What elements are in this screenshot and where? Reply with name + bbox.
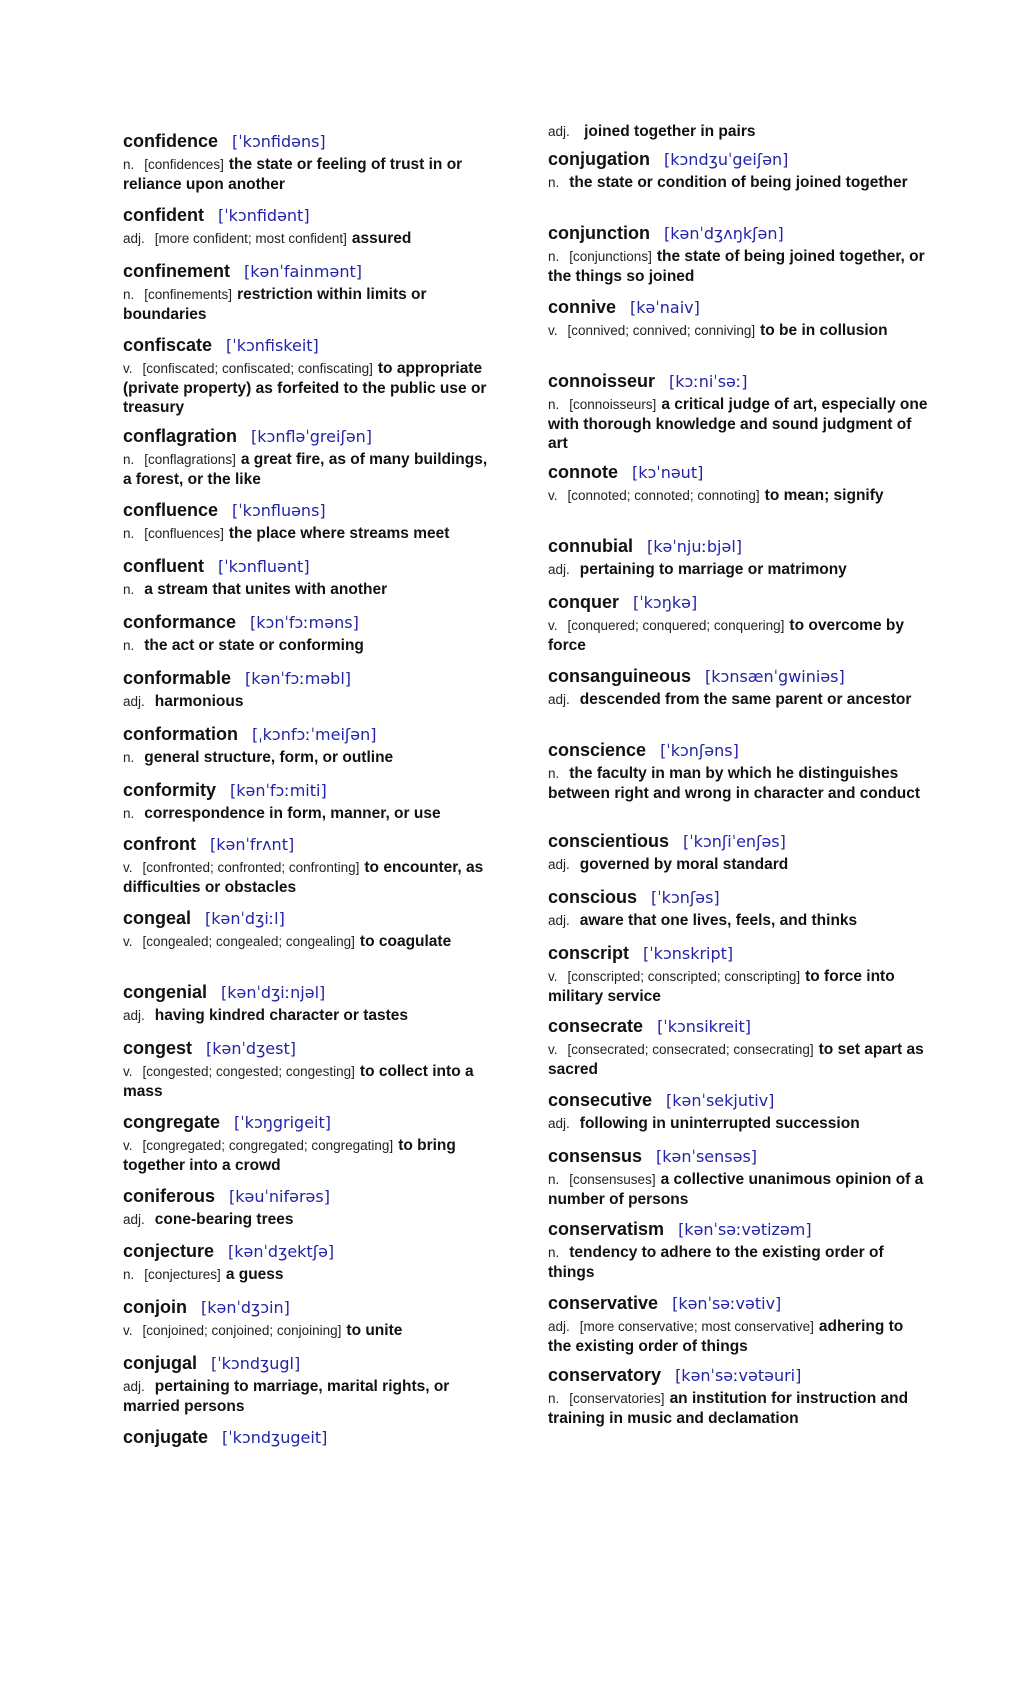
entry-head (548, 1015, 928, 1039)
part-of-speech: adj. (123, 1379, 145, 1394)
dictionary-entry (548, 1218, 928, 1282)
entry-body (123, 1062, 493, 1101)
dictionary-entry (123, 425, 493, 489)
pronunciation: [ˈkɔndʒugeit] (222, 1428, 328, 1447)
dictionary-entry (548, 296, 928, 341)
pronunciation: [kənˈdʒiːl] (205, 909, 285, 928)
entry-body (123, 1006, 493, 1026)
part-of-speech: v. (123, 1138, 133, 1153)
headword: conjoin (123, 1297, 187, 1317)
pronunciation: [kɔnsænˈgwiniəs] (705, 667, 845, 686)
inflected-forms: [conquered; conquered; conquering] (567, 618, 785, 633)
entry-head (548, 1292, 928, 1316)
definition: to force into military service (548, 968, 895, 1005)
part-of-speech: v. (123, 860, 133, 875)
dictionary-entry (123, 1352, 493, 1416)
definition: to set apart as sacred (548, 1041, 924, 1078)
definition: pertaining to marriage or matrimony (579, 561, 847, 578)
entry-head (123, 1037, 493, 1061)
pronunciation: [kənˈfɔːməbl] (245, 669, 352, 688)
entry-head (123, 907, 493, 931)
headword: confidence (123, 131, 219, 151)
part-of-speech: adj. (548, 1319, 570, 1334)
pronunciation: [kɔnfləˈgreiʃən] (251, 427, 373, 446)
entry-head (548, 942, 928, 966)
part-of-speech: v. (548, 618, 558, 633)
definition: aware that one lives, feels, and thinks (579, 912, 858, 929)
entry-head (123, 723, 493, 747)
entry-body (123, 692, 493, 712)
entry-body (548, 1243, 928, 1282)
pronunciation: [kənˈfainmənt] (244, 262, 363, 281)
part-of-speech: n. (548, 766, 560, 781)
entry-body (123, 636, 493, 656)
entry-body (123, 524, 493, 544)
part-of-speech: adj. (123, 1008, 145, 1023)
part-of-speech: n. (123, 1267, 135, 1282)
headword: connubial (548, 536, 633, 556)
entry-body (123, 359, 493, 418)
dictionary-entry (548, 1145, 928, 1209)
pronunciation: [ˈkɔnskript] (643, 944, 734, 963)
entry-head (548, 1364, 928, 1388)
headword: conscientious (548, 831, 670, 851)
entry-body (548, 764, 928, 803)
headword: conjugation (548, 149, 650, 169)
definition: having kindred character or tastes (154, 1007, 409, 1024)
part-of-speech: v. (123, 1323, 133, 1338)
definition: correspondence in form, manner, or use (144, 805, 441, 822)
pronunciation: [ˈkɔnfidənt] (218, 206, 310, 225)
part-of-speech: adj. (548, 562, 570, 577)
pronunciation: [kənˈfɔːmiti] (230, 781, 327, 800)
entry-body (123, 229, 493, 249)
dictionary-entry (123, 334, 493, 418)
inflected-forms: [conjectures] (144, 1267, 221, 1282)
entry-head (123, 1185, 493, 1209)
headword: conjugate (123, 1427, 209, 1447)
definition: the state of being joined together, or the things so joined (548, 248, 925, 285)
entry-body (123, 858, 493, 897)
entry-head (548, 739, 928, 763)
headword: consecrate (548, 1016, 644, 1036)
dictionary-entry (123, 260, 493, 324)
pronunciation: [ˈkɔnsikreit] (657, 1017, 751, 1036)
pronunciation: [kənˈdʒest] (206, 1039, 296, 1058)
entry-body (548, 395, 928, 454)
inflected-forms: [congregated; congregated; congregating] (142, 1138, 394, 1153)
entry-body (548, 911, 928, 931)
dictionary-entry (123, 1111, 493, 1175)
entry-body (548, 486, 928, 506)
entry-head (548, 1218, 928, 1242)
entry-head (548, 665, 928, 689)
entry-head (123, 1426, 493, 1450)
entry-body (548, 1389, 928, 1428)
dictionary-entry (548, 535, 928, 580)
inflected-forms: [congealed; congealed; congealing] (142, 934, 355, 949)
pronunciation: [kɔːniˈsəː] (669, 372, 748, 391)
inflected-forms: [congested; congested; congesting] (142, 1064, 355, 1079)
definition: the state or feeling of trust in or reliance upon another (123, 156, 463, 193)
part-of-speech: adj. (548, 1116, 570, 1131)
pronunciation: [kənˈfrʌnt] (209, 835, 295, 854)
inflected-forms: [consensuses] (569, 1172, 656, 1187)
pronunciation: [kɔndʒuˈgeiʃən] (664, 150, 789, 169)
headword: conjunction (548, 223, 650, 243)
dictionary-entry (123, 723, 493, 768)
part-of-speech: n. (548, 175, 560, 190)
dictionary-entry (548, 665, 928, 710)
definition: the act or state or conforming (144, 637, 364, 654)
part-of-speech: n. (123, 287, 135, 302)
pronunciation: [kənˈsəːvətizəm] (678, 1220, 812, 1239)
definition: to encounter, as difficulties or obstacles (123, 859, 484, 896)
headword: coniferous (123, 1186, 216, 1206)
entry-body (123, 450, 493, 489)
entry-head (123, 425, 493, 449)
entry-head (548, 591, 928, 615)
headword: conquer (548, 592, 620, 612)
definition: a collective unanimous opinion of a number of persons (548, 1171, 924, 1208)
pronunciation: [kəuˈnifərəs] (229, 1187, 330, 1206)
part-of-speech: adj. (548, 692, 570, 707)
inflected-forms: [confronted; confronted; confronting] (142, 860, 360, 875)
entry-head (123, 981, 493, 1005)
continuation-entry (548, 122, 755, 142)
part-of-speech: n. (123, 638, 135, 653)
definition: assured (351, 230, 412, 247)
part-of-speech: n. (548, 1245, 560, 1260)
pronunciation: [ˈkɔnʃəns] (660, 741, 739, 760)
dictionary-entry (548, 830, 928, 875)
pronunciation: [ˈkɔŋkə] (633, 593, 698, 612)
pronunciation: [kənˈsəːvətiv] (672, 1294, 782, 1313)
entry-head (123, 260, 493, 284)
part-of-speech: n. (548, 1172, 560, 1187)
pronunciation: [kənˈsəːvətəuri] (675, 1366, 802, 1385)
entry-head (123, 334, 493, 358)
definition: the faculty in man by which he distinguishes between right and wrong in character and conduct (548, 765, 921, 802)
definition: general structure, form, or outline (144, 749, 394, 766)
inflected-forms: [conflagrations] (144, 452, 236, 467)
headword: conformable (123, 668, 232, 688)
headword: conjecture (123, 1241, 215, 1261)
entry-body (123, 580, 493, 600)
headword: congregate (123, 1112, 221, 1132)
headword: confront (123, 834, 196, 854)
dictionary-entry (548, 591, 928, 655)
entry-body (123, 285, 493, 324)
headword: confluent (123, 556, 204, 576)
pronunciation: [kɔnˈfɔːməns] (250, 613, 359, 632)
dictionary-entry (548, 148, 928, 193)
headword: consecutive (548, 1090, 653, 1110)
dictionary-entry (123, 1240, 493, 1285)
headword: confident (123, 205, 204, 225)
part-of-speech: adj. (123, 694, 145, 709)
dictionary-entry (548, 370, 928, 454)
dictionary-entry (123, 667, 493, 712)
entry-body (548, 173, 928, 193)
part-of-speech: adj. (548, 913, 570, 928)
entry-head (548, 222, 928, 246)
dictionary-entry (123, 499, 493, 544)
inflected-forms: [confinements] (144, 287, 233, 302)
definition: restriction within limits or boundaries (123, 286, 427, 323)
entry-body (548, 690, 928, 710)
entry-body (548, 1114, 928, 1134)
headword: conservatism (548, 1219, 665, 1239)
headword: conservatory (548, 1365, 662, 1385)
definition: to overcome by force (548, 617, 904, 654)
inflected-forms: [connoisseurs] (569, 397, 657, 412)
headword: conformation (123, 724, 238, 744)
pronunciation: [kənˈdʒʌŋkʃən] (664, 224, 784, 243)
entry-head (123, 130, 493, 154)
dictionary-entry (548, 739, 928, 803)
definition: a critical judge of art, especially one with thorough knowledge and sound judgment of art (548, 396, 928, 452)
inflected-forms: [consecrated; consecrated; consecrating] (567, 1042, 814, 1057)
headword: conformance (123, 612, 237, 632)
headword: conjugal (123, 1353, 198, 1373)
entry-head (548, 886, 928, 910)
pronunciation: [kəˈnaiv] (630, 298, 700, 317)
headword: congenial (123, 982, 208, 1002)
entry-head (123, 667, 493, 691)
part-of-speech: v. (548, 488, 558, 503)
part-of-speech: n. (123, 582, 135, 597)
headword: consanguineous (548, 666, 692, 686)
pronunciation: [kənˈdʒektʃə] (228, 1242, 335, 1261)
entry-head (548, 370, 928, 394)
entry-head (548, 1145, 928, 1169)
entry-body (123, 1377, 493, 1416)
definition: the state or condition of being joined together (569, 174, 908, 191)
entry-head (548, 148, 928, 172)
pronunciation: [kɔˈnəut] (632, 463, 704, 482)
definition: an institution for instruction and training in music and declamation (548, 1390, 909, 1427)
entry-body (548, 616, 928, 655)
entry-head (123, 204, 493, 228)
definition: harmonious (154, 693, 244, 710)
headword: conservative (548, 1293, 659, 1313)
part-of-speech: v. (548, 969, 558, 984)
entry-body (123, 1136, 493, 1175)
headword: connoisseur (548, 371, 656, 391)
dictionary-entry (123, 1426, 493, 1450)
entry-body (548, 855, 928, 875)
inflected-forms: [connived; connived; conniving] (567, 323, 756, 338)
headword: conflagration (123, 426, 238, 446)
inflected-forms: [conservatories] (569, 1391, 665, 1406)
entry-body (123, 1321, 493, 1341)
entry-body (548, 1317, 928, 1356)
headword: congest (123, 1038, 193, 1058)
dictionary-entry (123, 907, 493, 952)
part-of-speech: n. (123, 806, 135, 821)
definition: tendency to adhere to the existing order of things (548, 1244, 884, 1281)
definition: to coagulate (359, 933, 452, 950)
dictionary-entry (548, 1015, 928, 1079)
part-of-speech: n. (123, 750, 135, 765)
inflected-forms: [confiscated; confiscated; confiscating] (142, 361, 373, 376)
entry-body (123, 804, 493, 824)
dictionary-entry (123, 555, 493, 600)
dictionary-entry (123, 204, 493, 249)
definition: to mean; signify (764, 487, 884, 504)
entry-body (548, 1040, 928, 1079)
dictionary-entry (548, 461, 928, 506)
entry-head (123, 1240, 493, 1264)
entry-body (123, 932, 493, 952)
entry-body (548, 967, 928, 1006)
part-of-speech: adj. (123, 231, 145, 246)
part-of-speech: adj. (548, 857, 570, 872)
part-of-speech: n. (123, 157, 135, 172)
inflected-forms: [conjunctions] (569, 249, 652, 264)
part-of-speech: adj. (123, 1212, 145, 1227)
dictionary-entry (123, 1185, 493, 1230)
pronunciation: [ˈkɔnfiskeit] (226, 336, 319, 355)
headword: connote (548, 462, 618, 482)
pronunciation: [ˌkɔnfɔːˈmeiʃən] (252, 725, 377, 744)
inflected-forms: [confidences] (144, 157, 224, 172)
entry-head (548, 461, 928, 485)
dictionary-entry (123, 130, 493, 194)
entry-head (123, 1352, 493, 1376)
pronunciation: [kənˈdʒiːnjəl] (221, 983, 326, 1002)
pronunciation: [ˈkɔnfluəns] (232, 501, 326, 520)
dictionary-entry (548, 942, 928, 1006)
part-of-speech: v. (548, 1042, 558, 1057)
dictionary-entry (123, 1296, 493, 1341)
entry-head (123, 1296, 493, 1320)
entry-head (123, 611, 493, 635)
dictionary-entry (548, 1089, 928, 1134)
entry-head (123, 779, 493, 803)
headword: consensus (548, 1146, 643, 1166)
part-of-speech: n. (123, 452, 135, 467)
inflected-forms: [confluences] (144, 526, 224, 541)
pronunciation: [kənˈdʒɔin] (201, 1298, 290, 1317)
dictionary-entry (548, 222, 928, 286)
entry-head (548, 1089, 928, 1113)
definition: to bring together into a crowd (123, 1137, 456, 1174)
headword: conscience (548, 740, 647, 760)
dictionary-entry (123, 779, 493, 824)
entry-head (123, 833, 493, 857)
pronunciation: [kənˈsekjutiv] (666, 1091, 775, 1110)
inflected-forms: [more confident; most confident] (154, 231, 347, 246)
entry-body (123, 1210, 493, 1230)
headword: conscript (548, 943, 630, 963)
part-of-speech: v. (123, 934, 133, 949)
dictionary-entry (123, 833, 493, 897)
headword: confiscate (123, 335, 213, 355)
headword: conformity (123, 780, 217, 800)
part-of-speech: n. (548, 1391, 560, 1406)
definition: to be in collusion (760, 322, 888, 339)
definition: to appropriate (private property) as forfeited to the public use or treasury (123, 360, 487, 416)
part-of-speech: n. (548, 249, 560, 264)
pronunciation: [ˈkɔndʒugl] (211, 1354, 301, 1373)
headword: congeal (123, 908, 192, 928)
dictionary-entry (123, 981, 493, 1026)
headword: connive (548, 297, 617, 317)
part-of-speech: n. (123, 526, 135, 541)
inflected-forms: [connoted; connoted; connoting] (567, 488, 760, 503)
inflected-forms: [more conservative; most conservative] (579, 1319, 814, 1334)
definition: to unite (346, 1322, 403, 1339)
part-of-speech: v. (123, 1064, 133, 1079)
pronunciation: [kənˈsensəs] (656, 1147, 758, 1166)
definition: following in uninterrupted succession (579, 1115, 860, 1132)
definition: governed by moral standard (579, 856, 789, 873)
entry-body (548, 560, 928, 580)
definition: adhering to the existing order of things (548, 1318, 904, 1355)
inflected-forms: [conjoined; conjoined; conjoining] (142, 1323, 342, 1338)
pronunciation: [ˈkɔnʃiˈenʃəs] (683, 832, 786, 851)
entry-body (548, 321, 928, 341)
headword: conscious (548, 887, 638, 907)
definition: cone-bearing trees (154, 1211, 294, 1228)
part-of-speech: n. (548, 397, 560, 412)
entry-body (548, 1170, 928, 1209)
definition: pertaining to marriage, marital rights, or married persons (123, 1378, 450, 1415)
headword: confluence (123, 500, 219, 520)
dictionary-entry (548, 1292, 928, 1356)
entry-head (548, 535, 928, 559)
pronunciation: [ˈkɔnfidəns] (232, 132, 326, 151)
pronunciation: [ˈkɔnfluənt] (218, 557, 310, 576)
definition: descended from the same parent or ancestor (579, 691, 912, 708)
dictionary-entry (548, 886, 928, 931)
inflected-forms: [conscripted; conscripted; conscripting] (567, 969, 801, 984)
entry-body (123, 155, 493, 194)
dictionary-entry (123, 1037, 493, 1101)
part-of-speech: v. (548, 323, 558, 338)
definition: a great fire, as of many buildings, a forest, or the like (123, 451, 488, 488)
part-of-speech: v. (123, 361, 133, 376)
headword: confinement (123, 261, 231, 281)
entry-head (123, 1111, 493, 1135)
part-of-speech: adj. (548, 124, 570, 139)
definition: a stream that unites with another (144, 581, 388, 598)
definition: a guess (225, 1266, 284, 1283)
entry-body (123, 1265, 493, 1285)
entry-head (123, 555, 493, 579)
definition: joined together in pairs (584, 123, 756, 140)
definition: to collect into a mass (123, 1063, 474, 1100)
pronunciation: [kəˈnjuːbjəl] (647, 537, 742, 556)
entry-head (548, 296, 928, 320)
pronunciation: [ˈkɔnʃəs] (651, 888, 720, 907)
dictionary-entry (123, 611, 493, 656)
definition: the place where streams meet (228, 525, 450, 542)
entry-head (123, 499, 493, 523)
entry-body (548, 247, 928, 286)
entry-head (548, 830, 928, 854)
entry-body (123, 748, 493, 768)
dictionary-entry (548, 1364, 928, 1428)
pronunciation: [ˈkɔŋgrigeit] (234, 1113, 332, 1132)
